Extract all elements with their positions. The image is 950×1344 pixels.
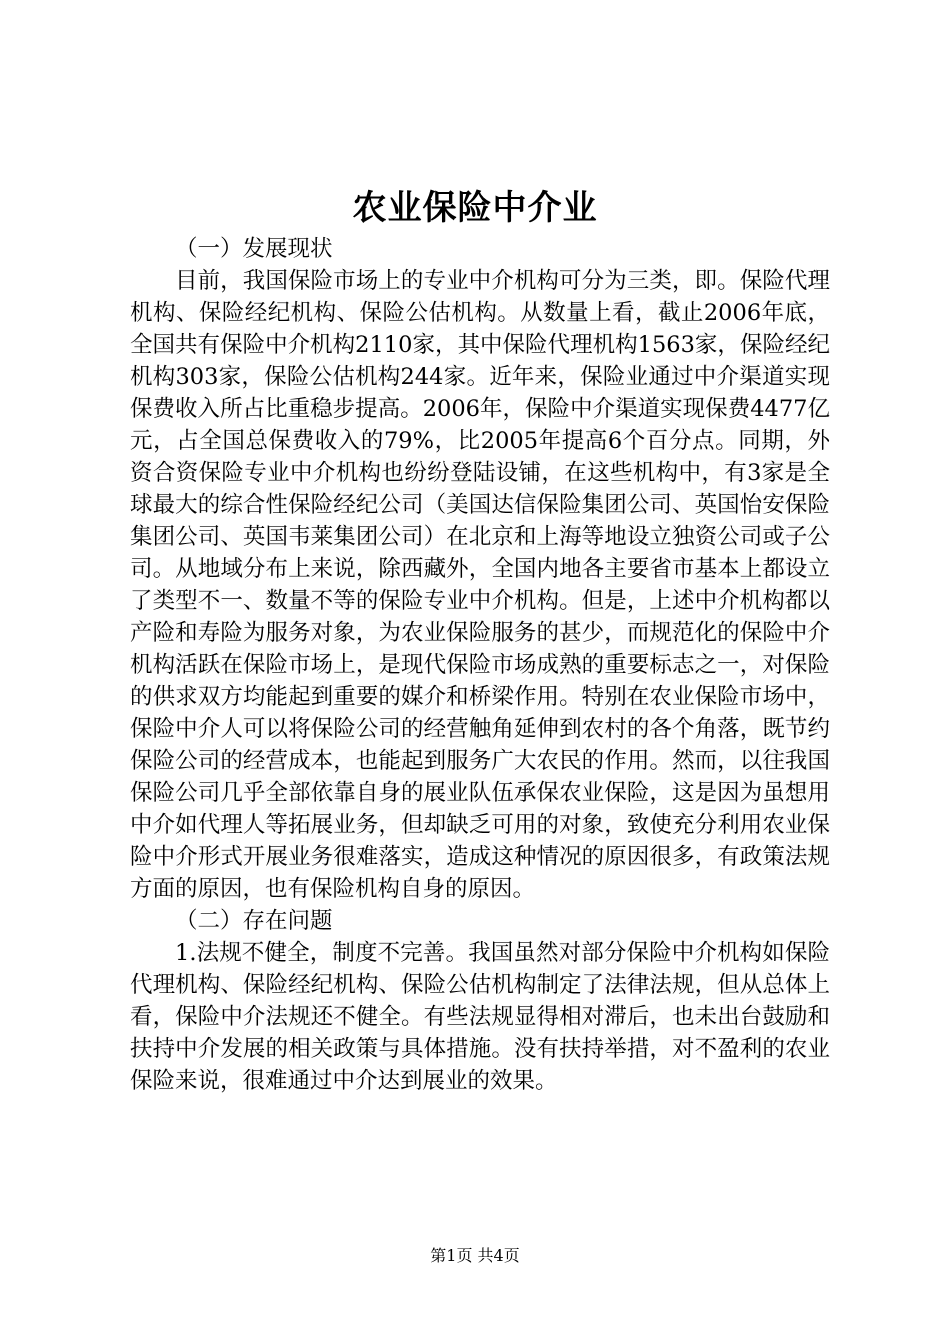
paragraph-development-status: 目前，我国保险市场上的专业中介机构可分为三类，即。保险代理机构、保险经纪机构、保险公估机构。从数量上看，截止2006年底，全国共有保险中介机构2110家，其中保险代理机构1563家，保险经纪机构303家，保险公估机构244家。近年来，保险业通过中介渠道实现保费收入所占比重稳步提高。2006年，保险中介渠道实现保费4477亿元，占全国总保费收入的79%，比2005年提高6个百分点。同期，外资合资保险专业中介机构也纷纷登陆设铺，在这些机构中，有3家是全球最大的综合性保险经纪公司（美国达信保险集团公司、英国怡安保险集团公司、英国韦莱集团公司）在北京和上海等地设立独资公司或子公司。从地域分布上来说，除西藏外，全国内地各主要省市基本上都设立了类型不一、数量不等的保险专业中介机构。但是，上述中介机构都以产险和寿险为服务对象，为农业保险服务的甚少，而规范化的保险中介机构活跃在保险市场上，是现代保险市场成熟的重要标志之一，对保险的供求双方均能起到重要的媒介和桥梁作用。特别在农业保险市场中，保险中介人可以将保险公司的经营触角延伸到农村的各个角落，既节约保险公司的经营成本，也能起到服务广大农民的作用。然而，以往我国保险公司几乎全部依靠自身的展业队伍承保农业保险，这是因为虽想用中介如代理人等拓展业务，但却缺乏可用的对象，致使充分利用农业保险中介形式开展业务很难落实，造成这种情况的原因很多，有政策法规方面的原因，也有保险机构自身的原因。: [130, 268, 830, 902]
section-heading-development-status: （一）发展现状: [175, 236, 333, 262]
page-title: 农业保险中介业: [352, 188, 598, 228]
document-body: [130, 233, 830, 1097]
section-heading-existing-problems: （二）存在问题: [175, 908, 333, 934]
paragraph-existing-problems: 1.法规不健全，制度不完善。我国虽然对部分保险中介机构如保险代理机构、保险经纪机构、保险公估机构制定了法律法规，但从总体上看，保险中介法规还不健全。有些法规显得相对滞后，也未出台鼓励和扶持中介发展的相关政策与具体措施。没有扶持举措，对不盈利的农业保险来说，很难通过中介达到展业的效果。: [130, 940, 830, 1094]
page-footer: 第1页 共4页: [430, 1246, 520, 1265]
